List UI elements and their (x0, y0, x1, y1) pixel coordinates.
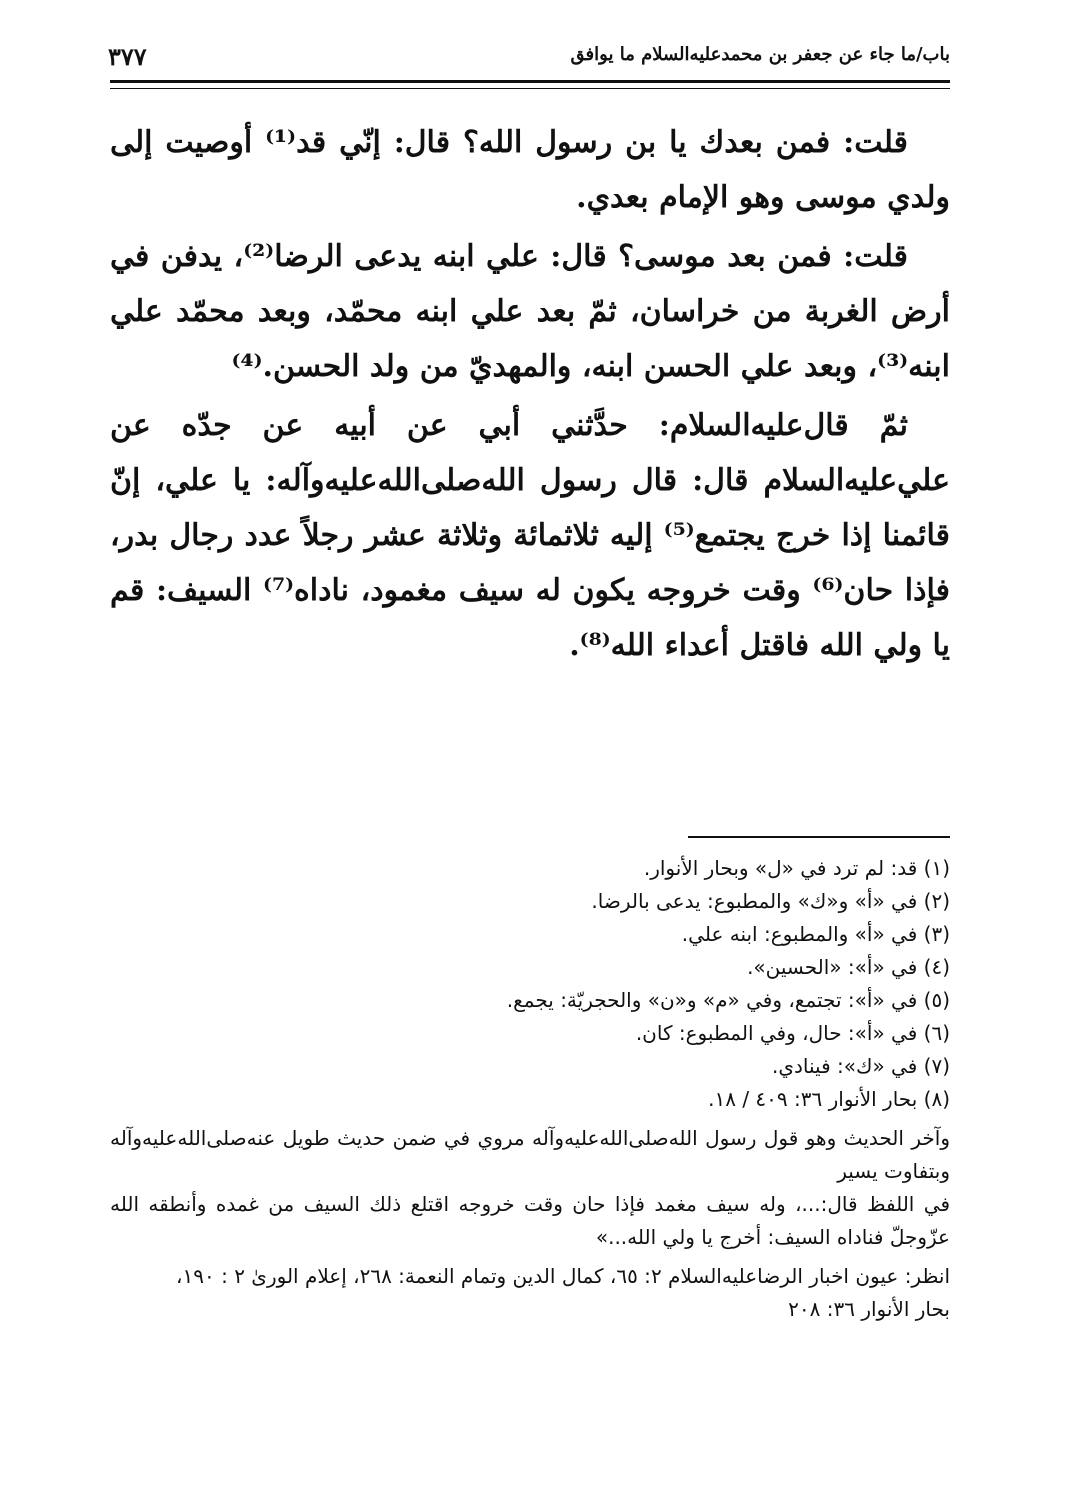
running-header (108, 42, 950, 76)
footnote-5: (٥) في «أ»: تجتمع، وفي «م» و«ن» والحجريّة: يجمع. (506, 988, 950, 1012)
footnote-2: (٢) في «أ» و«ك» والمطبوع: يدعى بالرضا. (591, 889, 950, 913)
footnote-8: (٨) بحار الأنوار ٣٦: ٤٠٩ / ١٨. (708, 1087, 950, 1111)
source-note-2-first-line: انظر: عيون اخبار الرضاعليه‌السلام ٢: ٦٥، كمال الدين وتمام النعمة: ٢٦٨، إعلام الورىٰ ٢ : ١٩٠، (176, 1264, 950, 1288)
footnotes (110, 852, 950, 1326)
source-note-1-first-line: وآخر الحديث وهو قول رسول الله‌صلى‌الله‌عليه‌وآله مروي في ضمن حديث طويل عنه‌صلى‌الله‌عليه‌وآله وبتفاوت يسير (110, 1126, 950, 1183)
source-note-2-continuation: بحار الأنوار ٣٦: ٢٠٨ (788, 1297, 950, 1321)
paragraph-1: قلت: فمن بعدك يا بن رسول الله؟ قال: إنّي قد⁽¹⁾ أوصيت إلى ولدي موسى وهو الإمام بعدي. (110, 125, 950, 215)
source-note-1 (110, 1122, 950, 1254)
footnote-3: (٣) في «أ» والمطبوع: ابنه علي. (681, 922, 950, 946)
source-note-1-continuation: في اللفظ قال:...، وله سيف مغمد فإذا حان وقت خروجه اقتلع ذلك السيف من غمده وأنطقه الله عزّوجلّ فناداه السيف: أخرج يا ولي الله...» (110, 1192, 950, 1249)
page-number: ٣٧٧ (108, 42, 147, 71)
footnote-1: (١) قد: لم ترد في «ل» وبحار الأنوار. (643, 856, 950, 880)
paragraph-2: قلت: فمن بعد موسى؟ قال: علي ابنه يدعى الرضا⁽²⁾، يدفن في أرض الغربة من خراسان، ثمّ بعد علي ابنه محمّد، وبعد محمّد علي ابنه⁽³⁾، وبعد علي الحسن ابنه، والمهديّ من ولد الحسن.⁽⁴⁾ (110, 239, 950, 384)
paragraph-3: ثمّ قال‌عليه‌السلام: حدَّثني أبي عن أبيه عن جدّه عن علي‌عليه‌السلام قال: قال رسول الله‌صلى‌الله‌عليه‌وآله: يا علي، إنّ قائمنا إذا خرج يجتمع⁽⁵⁾ إليه ثلاثمائة وثلاثة عشر رجلاً عدد رجال بدر، فإذا حان⁽⁶⁾ وقت خروجه يكون له سيف مغمود، ناداه⁽⁷⁾ السيف: قم يا ولي الله فاقتل أعداء الله⁽⁸⁾. (110, 408, 950, 663)
header-rule-thin (110, 88, 950, 89)
main-text (110, 115, 950, 677)
footnote-separator (688, 836, 950, 838)
header-rule-thick (110, 80, 950, 83)
footnote-7: (٧) في «ك»: فينادي. (771, 1054, 950, 1078)
source-note-2 (110, 1260, 950, 1326)
footnote-6: (٦) في «أ»: حال، وفي المطبوع: كان. (635, 1021, 950, 1045)
chapter-title: باب/ما جاء عن جعفر بن محمدعليه‌السلام ما يوافق (570, 44, 950, 65)
footnote-4: (٤) في «أ»: «الحسين». (747, 955, 950, 979)
